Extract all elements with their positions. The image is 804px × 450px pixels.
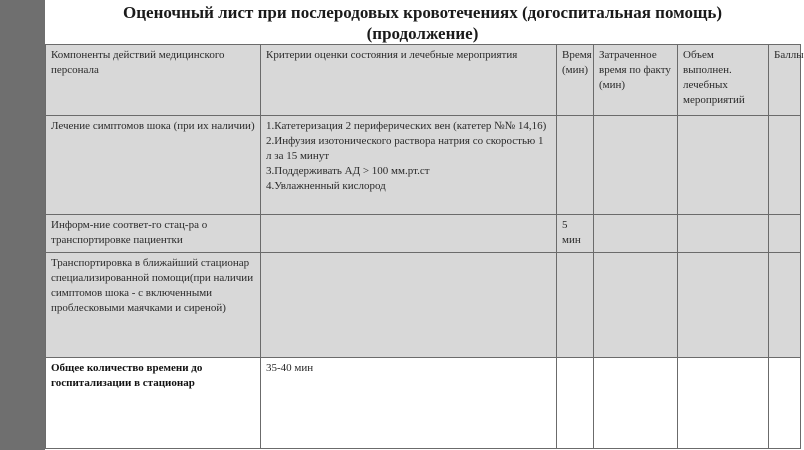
row-score xyxy=(769,253,801,358)
row-actual-time xyxy=(594,116,678,215)
row-criteria xyxy=(261,116,557,215)
row-score xyxy=(769,358,801,449)
row-time xyxy=(557,358,594,449)
header-volume: Объем выполнен. лечебных мероприятий xyxy=(678,45,769,116)
row-criteria xyxy=(261,215,557,253)
table-row-total xyxy=(46,358,801,449)
row-score xyxy=(769,215,801,253)
table-row xyxy=(46,253,801,358)
title-line-1: Оценочный лист при послеродовых кровотечениях (догоспитальная помощь) xyxy=(123,3,722,22)
criteria-item: 1.Катетеризация 2 периферических вен (катетер №№ 14,16) xyxy=(266,120,547,132)
header-time: Время (мин) xyxy=(557,45,594,116)
page-title xyxy=(45,2,800,44)
header-actual-time: Затраченное время по факту (мин) xyxy=(594,45,678,116)
table-header-row xyxy=(46,45,801,116)
criteria-item: 2.Инфузия изотонического раствора натрия со скоростью 1 л за 15 минут xyxy=(266,135,544,162)
header-components: Компоненты действий медицинского персонала xyxy=(46,45,261,116)
row-volume xyxy=(678,358,769,449)
row-volume xyxy=(678,253,769,358)
title-line-2: (продолжение) xyxy=(366,24,479,43)
left-decorative-bar xyxy=(0,0,45,450)
header-score: Баллы xyxy=(769,45,801,116)
row-component: Информ-ние соответ-го стац-ра о транспортировке пациентки xyxy=(46,215,261,253)
row-criteria xyxy=(261,253,557,358)
row-component: Лечение симптомов шока (при их наличии) xyxy=(46,116,261,215)
row-criteria: 35-40 мин xyxy=(261,358,557,449)
criteria-item: 3.Поддерживать АД > 100 мм.рт.ст xyxy=(266,165,430,177)
assessment-table xyxy=(45,44,804,449)
row-volume xyxy=(678,215,769,253)
row-actual-time xyxy=(594,358,678,449)
row-time: 5 мин xyxy=(557,215,594,253)
row-volume xyxy=(678,116,769,215)
criteria-item: 4.Увлажненный кислород xyxy=(266,180,386,192)
table-row xyxy=(46,215,801,253)
header-criteria: Критерии оценки состояния и лечебные мероприятия xyxy=(261,45,557,116)
row-component: Транспортировка в ближайший стационар специализированной помощи(при наличии симптомов шока - с включенными проблесковыми маячками и сиреной) xyxy=(46,253,261,358)
row-score xyxy=(769,116,801,215)
row-actual-time xyxy=(594,215,678,253)
row-time xyxy=(557,253,594,358)
row-actual-time xyxy=(594,253,678,358)
row-component: Общее количество времени до госпитализации в стационар xyxy=(46,358,261,449)
table-row xyxy=(46,116,801,215)
row-time xyxy=(557,116,594,215)
